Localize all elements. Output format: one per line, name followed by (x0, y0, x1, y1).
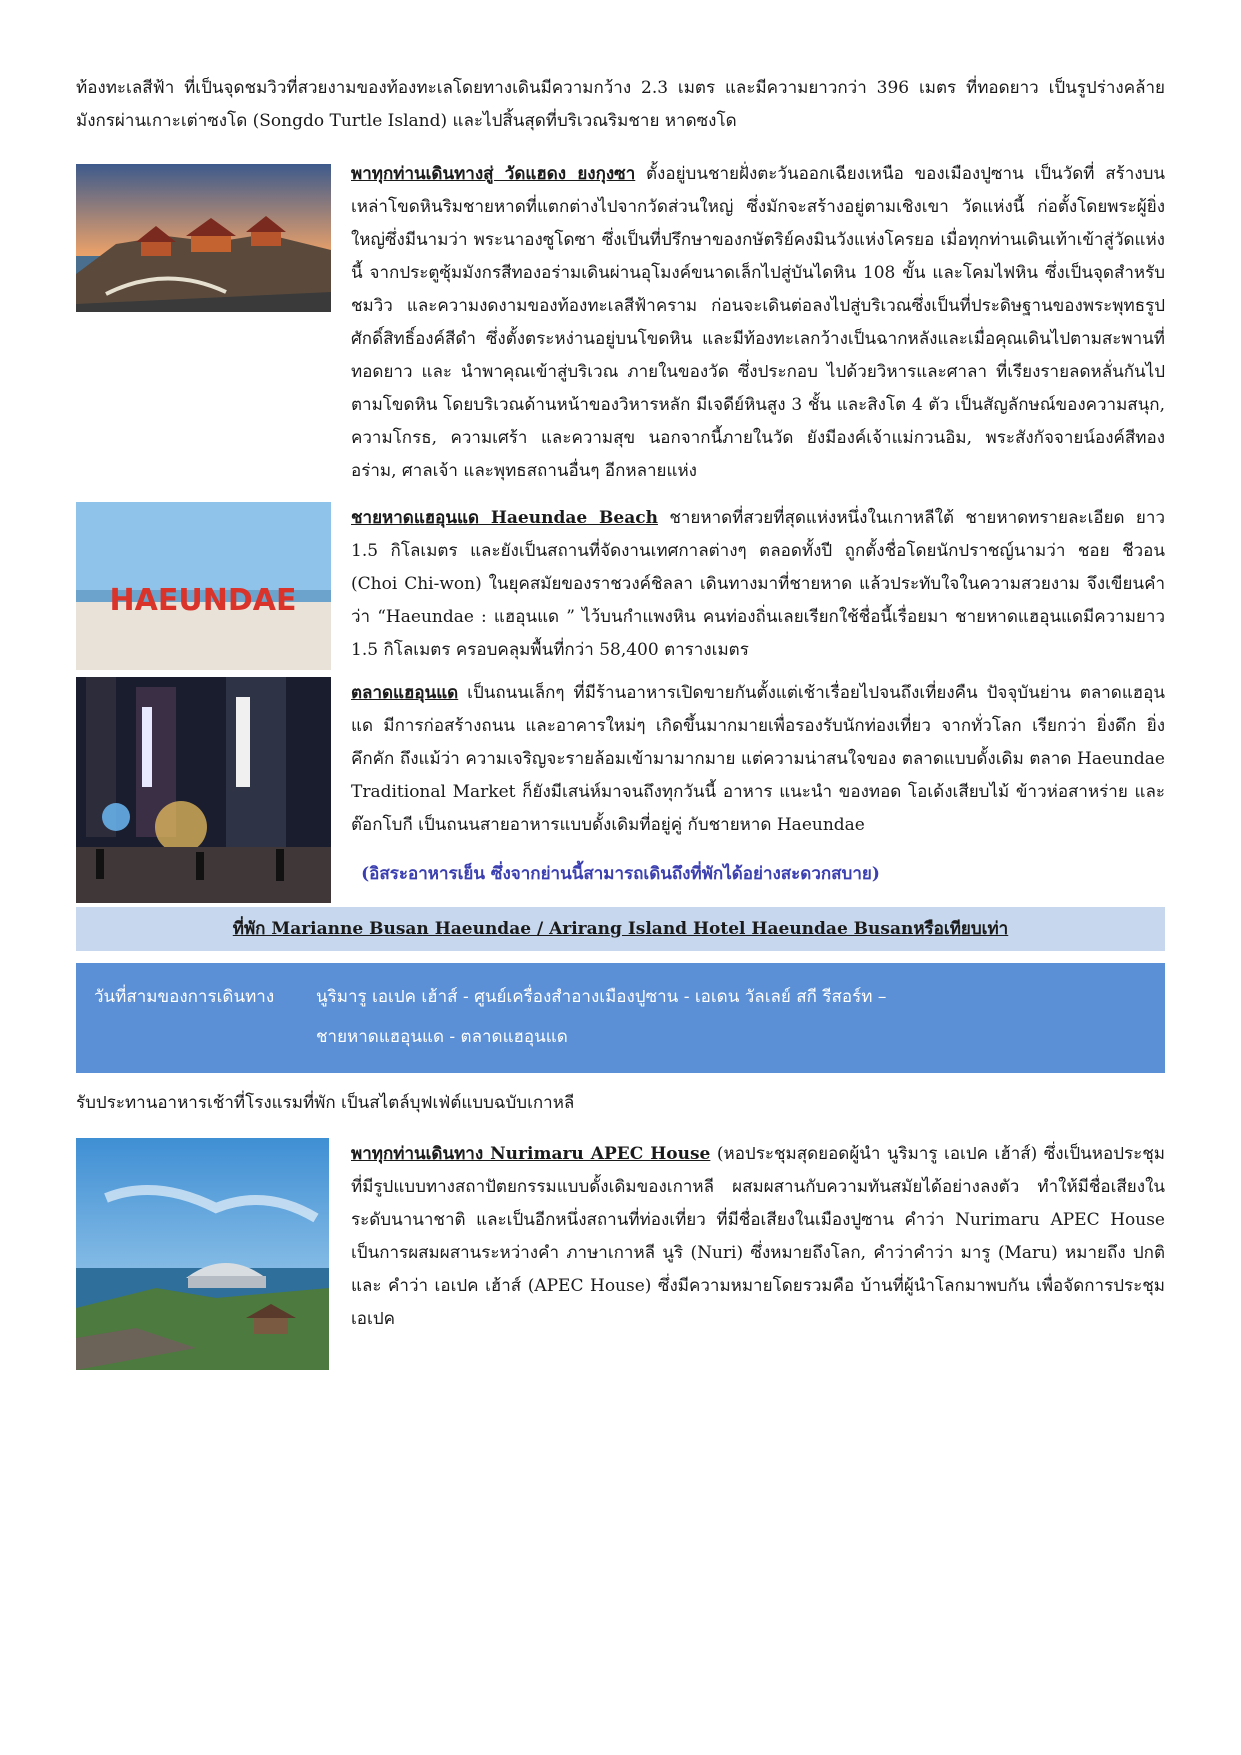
temple-text: ตั้งอยู่บนชายฝั่งตะวันออกเฉียงเหนือ ของเมืองปูซาน เป็นวัดที่ สร้างบนเหล่าโขดหินริมชายหาดที่แตกต่างไปจากวัดส่วนใหญ่ ซึ่งมักจะสร้างอยู่ตามเชิงเขา วัดแห่งนี้ ก่อตั้งโดยพระผู้ยิ่งใหญ่ซึ่งมีนามว่า พระนาองซูโดซา ซึ่งเป็นที่ปรึกษาของกษัตริย์คงมินวังแห่งโครยอ เมื่อทุกท่านเดินเท้าเข้าสู่วัดแห่งนี้ จากประตูซุ้มมังกรสีทองอร่ามเดินผ่านอุโมงค์ขนาดเล็กไปสู่บันไดหิน 108 ขั้น และโคมไฟหิน ซึ่งเป็นจุดสำหรับชมวิว และความงดงามของท้องทะเลสีฟ้าคราม ก่อนจะเดินต่อลงไปสู่บริเวณซึ่งเป็นที่ประดิษฐานของพระพุทธรูปศักดิ์สิทธิ์องค์สีดำ ซึ่งตั้งตระหง่านอยู่บนโขดหิน และมีท้องทะเลกว้างเป็นฉากหลังและเมื่อคุณเดินไปตามสะพานที่ทอดยาว และ นำพาคุณเข้าสู่บริเวณ ภายในของวัด ซึ่งประกอบ ไปด้วยวิหารและศาลา ที่เรียงรายลดหลั่นกันไปตามโขดหิน โดยบริเวณด้านหน้าของวิหารหลัก มีเจดีย์หินสูง 3 ชั้น และสิงโต 4 ตัว เป็นสัญลักษณ์ของความสนุก, ความโกรธ, ความเศร้า และความสุข นอกจากนี้ภายในวัด ยังมีองค์เจ้าแม่กวนอิม, พระสังกัจจายน์องค์สีทองอร่าม, ศาลเจ้า และพุทธสถานอื่นๆ อีกหลายแห่ง (351, 164, 1165, 481)
nurimaru-text: (หอประชุมสุดยอดผู้นำ นูริมารู เอเปค เฮ้าส์) ซึ่งเป็นหอประชุมที่มีรูปแบบทางสถาปัตยกรรมแบบดั้งเดิมของเกาหลี ผสมผสานกับความทันสมัยได้อย่างลงตัว ทำให้มีชื่อเสียงใน ระดับนานาชาติ และเป็นอีกหนึ่งสถานที่ท่องเที่ยว ที่มีชื่อเสียงในเมืองปูซาน คำว่า Nurimaru APEC House เป็นการผสมผสานระหว่างคำ ภาษาเกาหลี นูริ (Nuri) ซึ่งหมายถึงโลก, คำว่าคำว่า มารู (Maru) หมายถึง ปกติ และ คำว่า เอเปค เฮ้าส์ (APEC House) ซึ่งมีความหมายโดยรวมคือ บ้านที่ผู้นำโลกมาพบกัน เพื่อจัดการประชุมเอเปค (351, 1144, 1165, 1329)
market-section (76, 677, 1165, 842)
market-heading: ตลาดแฮอุนแด (351, 683, 459, 703)
day-route-line-2: ชายหาดแฮอุนแด - ตลาดแฮอุนแด (316, 1027, 568, 1047)
beach-heading: ชายหาดแฮอุนแด Haeundae Beach (351, 508, 658, 528)
breakfast-paragraph: รับประทานอาหารเช้าที่โรงแรมที่พัก เป็นสไตล์บุฟเฟ่ต์แบบฉบับเกาหลี (76, 1093, 575, 1113)
beach-section (76, 502, 1165, 667)
dinner-note: (อิสระอาหารเย็น ซึ่งจากย่านนี้สามารถเดินถึงที่พักได้อย่างสะดวกสบาย) (361, 864, 880, 884)
document-page (76, 72, 1165, 1336)
nurimaru-section (76, 1138, 1165, 1336)
market-text: เป็นถนนเล็กๆ ที่มีร้านอาหารเปิดขายกันตั้งแต่เช้าเรื่อยไปจนถึงเที่ยงคืน ปัจจุบันย่าน ตลาดแฮอุนแด มีการก่อสร้างถนน และอาคารใหม่ๆ เกิดขึ้นมากมายเพื่อรองรับนักท่องเที่ยว จากทั่วโลก เรียกว่า ยิ่งดึก ยิ่งคึกคัก ถึงแม้ว่า ความเจริญจะรายล้อมเข้ามามากมาย แต่ความน่าสนใจของ ตลาดแบบดั้งเดิม ตลาด Haeundae Traditional Market ก็ยังมีเสน่ห์มาจนถึงทุกวันนี้ อาหาร แนะนำ ของทอด โอเด้งเสียบไม้ ข้าวห่อสาหร่าย และต๊อกโบกี เป็นถนนสายอาหารแบบดั้งเดิมที่อยู่คู่ กับชายหาด Haeundae (351, 683, 1165, 835)
day-route-line-1: นูริมารู เอเปค เฮ้าส์ - ศูนย์เครื่องสำอางเมืองปูซาน - เอเดน วัลเลย์ สกี รีสอร์ท – (316, 987, 887, 1007)
temple-paragraph-top (351, 158, 1165, 488)
day-route (316, 977, 1136, 1057)
day-label: วันที่สามของการเดินทาง (94, 987, 275, 1007)
market-paragraph (351, 677, 1165, 842)
haeundae-market-photo (76, 677, 331, 903)
nurimaru-heading: พาทุกท่านเดินทาง Nurimaru APEC House (351, 1144, 711, 1164)
beach-sign-text: HAEUNDAE (109, 583, 297, 618)
temple-photo (76, 164, 331, 312)
beach-paragraph (351, 502, 1165, 667)
temple-section (76, 158, 1165, 488)
hotel-bar: ที่พัก Marianne Busan Haeundae / Arirang Island Hotel Haeundae Busanหรือเทียบเท่า (76, 907, 1165, 951)
nurimaru-photo (76, 1138, 329, 1370)
day-bar (76, 963, 1165, 1073)
nurimaru-paragraph (351, 1138, 1165, 1336)
temple-heading: พาทุกท่านเดินทางสู่ วัดแฮดง ยงกุงซา (351, 164, 636, 184)
beach-text: ชายหาดที่สวยที่สุดแห่งหนึ่งในเกาหลีใต้ ชายหาดทรายละเอียด ยาว 1.5 กิโลเมตร และยังเป็นสถานที่จัดงานเทศกาลต่างๆ ตลอดทั้งปี ถูกตั้งชื่อโดยนักปราชญ์นามว่า ชอย ชีวอน (Choi Chi-won) ในยุคสมัยของราชวงค์ชิลลา เดินทางมาที่ชายหาด แล้วประทับใจในความสวยงาม จึงเขียนคำว่า “Haeundae : แฮอุนแด ” ไว้บนกำแพงหิน คนท่องถิ่นเลยเรียกใช้ชื่อนี้เรื่อยมา ชายหาดแฮอุนแดมีความยาว 1.5 กิโลเมตร ครอบคลุมพื้นที่กว่า 58,400 ตารางเมตร (351, 508, 1165, 660)
intro-paragraph: ท้องทะเลสีฟ้า ที่เป็นจุดชมวิวที่สวยงามของท้องทะเลโดยทางเดินมีความกว้าง 2.3 เมตร และมีความยาวกว่า 396 เมตร ที่ทอดยาว เป็นรูปร่างคล้ายมังกรผ่านเกาะเต่าซงโด (Songdo Turtle Island) และไปสิ้นสุดที่บริเวณริมชาย หาดซงโด (76, 78, 1165, 131)
haeundae-beach-photo (76, 502, 331, 670)
